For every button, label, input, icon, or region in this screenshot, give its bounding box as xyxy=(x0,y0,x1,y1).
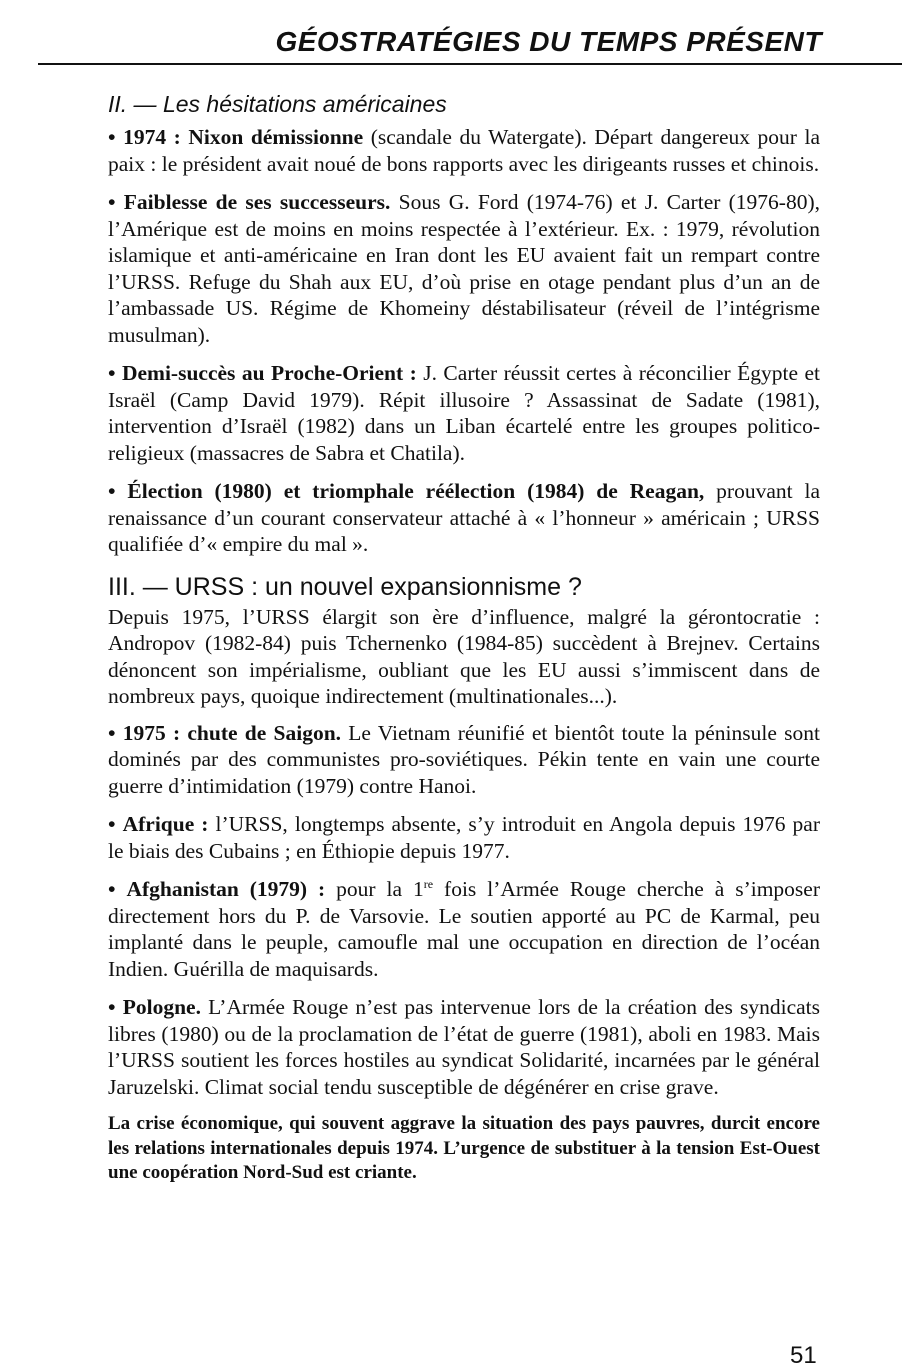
paragraph-text: Sous G. Ford (1974-76) et J. Carter (1976-80), l’Amérique est de moins en moins respectée à l’extérieur. Ex. : 1979, révolution islamique et anti-américaine en Iran dont les EU avaient fait un rempart contre l’URSS. Refuge du Shah aux EU, d’où prise en otage pendant plus d’un an de l’ambassade US. Régime de Khomeiny déstabilisateur (réveil de l’intégrisme musulman). xyxy=(108,190,820,347)
paragraph-text: pour la 1 xyxy=(325,877,424,901)
paragraph-lead: 1974 : Nixon démissionne xyxy=(123,125,364,149)
paragraph-lead: Pologne. xyxy=(122,995,201,1019)
paragraph-successeurs xyxy=(108,189,820,348)
paragraph-reagan xyxy=(108,478,820,558)
bullet: • xyxy=(108,361,116,385)
bullet: • xyxy=(108,190,116,214)
page-number: 51 xyxy=(790,1342,817,1369)
paragraph-nixon xyxy=(108,124,820,177)
paragraph-text: (scandale du Watergate). Départ dangereux pour la paix : le président avait noué de bons rapports avec les dirigeants russes et chinois. xyxy=(108,125,821,176)
paragraph-lead: 1975 : chute de Saigon. xyxy=(122,720,342,745)
bullet: • xyxy=(108,479,116,503)
bullet: • xyxy=(108,877,116,901)
running-head: GÉOSTRATÉGIES DU TEMPS PRÉSENT xyxy=(275,26,822,57)
paragraph-lead: Demi-succès au Proche-Orient : xyxy=(121,361,417,385)
paragraph-lead: Faiblesse de ses successeurs. xyxy=(123,190,391,214)
paragraph-afghanistan xyxy=(108,876,820,982)
section-heading-2: II. — Les hésitations américaines xyxy=(108,91,447,117)
bullet: • xyxy=(108,720,116,745)
paragraph-afrique xyxy=(108,811,820,864)
paragraph-text: fois l’Armée Rouge cherche à s’imposer directement hors du P. de Varsovie. Le soutien apporté au PC de Karmal, peu implanté dans le peuple, camoufle mal une occupation en direction de l’océan Indien. Guérilla de maquisards. xyxy=(108,877,820,981)
conclusion-summary: La crise économique, qui souvent aggrave la situation des pays pauvres, durcit encore les relations internationales depuis 1974. L’urgence de substituer à la tension Est-Ouest une coopération Nord-Sud est criante. xyxy=(108,1113,820,1183)
header-rule xyxy=(38,63,902,65)
paragraph-text: J. Carter réussit certes à réconcilier Égypte et Israël (Camp David 1979). Répit illusoire ? Assassinat de Sadate (1981), intervention d’Israël (1982) dans un Liban écartelé entre les groupes politico-religieux (massacres de Sabra et Chatila). xyxy=(108,361,820,465)
paragraph-lead: Élection (1980) et triomphale réélection (1984) de Reagan, xyxy=(127,479,705,503)
paragraph-lead: Afrique : xyxy=(122,812,209,836)
paragraph-intro-urss: Depuis 1975, l’URSS élargit son ère d’influence, malgré la gérontocratie : Andropov (1982-84) puis Tchernenko (1984-85) succèdent à Brejnev. Certains dénoncent son impérialisme, oubliant que les EU aussi s’immiscent dans de nombreux pays, quoique indirectement (multinationales...). xyxy=(108,604,820,708)
bullet: • xyxy=(108,125,116,149)
paragraph-saigon xyxy=(108,720,820,800)
page-body xyxy=(108,88,820,1205)
bullet: • xyxy=(108,995,116,1019)
paragraph-text: l’URSS, longtemps absente, s’y introduit en Angola depuis 1976 par le biais des Cubains ; en Éthiopie depuis 1977. xyxy=(108,812,821,863)
superscript: re xyxy=(423,876,434,891)
paragraph-pologne xyxy=(108,994,820,1100)
paragraph-text: Le Vietnam réunifié et bientôt toute la péninsule sont dominés par des communistes pro-soviétiques. Pékin tente en vain une courte guerre d’intimidation (1979) contre Hanoi. xyxy=(108,720,820,798)
paragraph-lead: Afghanistan (1979) : xyxy=(126,877,326,901)
paragraph-text: prouvant la renaissance d’un courant conservateur attaché à « l’honneur » américain ; URSS qualifiée d’« empire du mal ». xyxy=(108,479,820,556)
paragraph-text: L’Armée Rouge n’est pas intervenue lors de la création des syndicats libres (1980) ou de la proclamation de l’état de guerre (1981), aboli en 1983. Mais l’URSS soutient les forces hostiles au syndicat Solidarité, incarnées par le général Jaruzelski. Climat social tendu susceptible de dégénérer en crise grave. xyxy=(108,995,821,1099)
bullet: • xyxy=(108,812,116,836)
paragraph-proche-orient xyxy=(108,360,820,466)
section-heading-3: III. — URSS : un nouvel expansionnisme ? xyxy=(108,572,582,601)
